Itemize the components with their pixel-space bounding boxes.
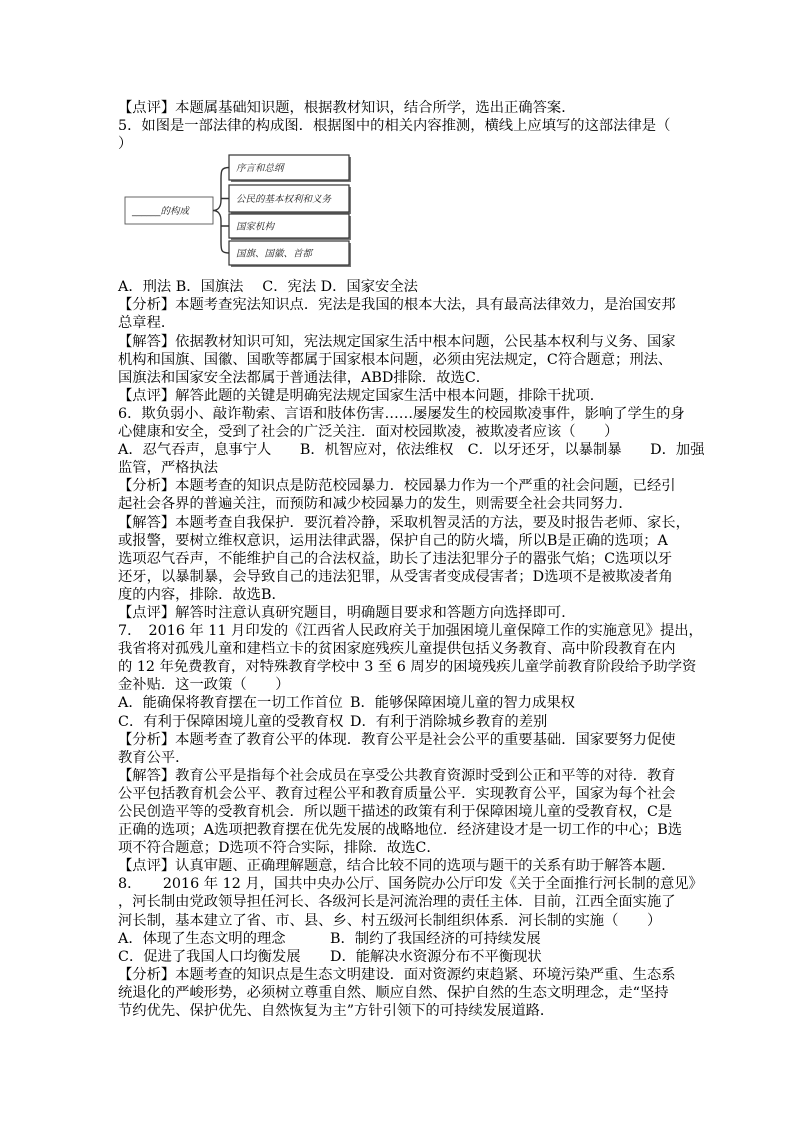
branch-label: 序言和总纲: [236, 163, 284, 175]
branch-box-organs: [229, 214, 351, 240]
q8-options-row: [118, 948, 738, 966]
law-structure-diagram: [118, 153, 378, 278]
q5-analysis-line: 【分析】本题考查宪法知识点．宪法是我国的根本大法，具有最高法律效力，是治国安邦: [118, 297, 676, 314]
q5-solution-line: 【解答】依据教材知识可知，宪法规定国家生活中根本问题，公民基本权利与义务、国家: [118, 333, 676, 350]
q6-solution-line: 选项忍气吞声，不能维护自己的合法权益，助长了违法犯罪分子的嚣张气焰；C选项以牙: [118, 550, 673, 567]
q8-options-row: [118, 930, 738, 948]
q5-stem-line: 5．如图是一部法律的构成图．根据图中的相关内容推测，横线上应填写的这部法律是（: [118, 118, 671, 135]
q6-solution-line: 度的内容，排除．故选B．: [118, 586, 286, 603]
q7-option-a: A．能确保将教育摆在一切工作首位: [118, 695, 343, 712]
q7-solution-line: 项不符合题意；D选项不符合实际，排除．故选C．: [118, 840, 441, 857]
branch-label: 公民的基本权利和义务: [236, 194, 332, 206]
q6-solution-line: 【解答】本题考查自我保护．要沉着冷静，采取机智灵活的方法，要及时报告老师、家长，: [118, 514, 690, 531]
q8-stem-line: ，河长制由党政领导担任河长、各级河长是河流治理的责任主体．目前，江西全面实施了: [118, 894, 676, 911]
q5-solution-line: 国旗法和国家安全法都属于普通法律，ABD排除．故选C．: [118, 369, 491, 386]
q5-analysis-line: 总章程．: [118, 315, 176, 332]
q6-review: 【点评】解答时注意认真研究题目，明确题目要求和答题方向选择即可．: [118, 604, 576, 621]
q7-solution-line: 公民创造平等的受教育机会．所以题干描述的政策有利于保障困境儿童的受教育权，C是: [118, 804, 673, 820]
q7-review: 【点评】认真审题、正确理解题意，结合比较不同的选项与题干的关系有助于解答本题．: [118, 858, 676, 875]
q5-review: 【点评】解答此题的关键是明确宪法规定国家生活中根本问题，排除干扰项．: [118, 387, 605, 404]
q8-option-a: A．体现了生态文明的理念: [118, 930, 286, 947]
q5-stem-line: ）: [118, 136, 133, 153]
q7-option-d: D．有利于消除城乡教育的差别: [350, 713, 548, 730]
branch-box-rights: [229, 185, 351, 214]
branch-box-preamble: [229, 155, 351, 182]
q6-options-line: 监管，严格执法: [118, 460, 219, 477]
q7-option-c: C．有利于保障困境儿童的受教育权: [118, 713, 344, 730]
q6-options-line: A．忍气吞声，息事宁人 B．机智应对，依法维权 C．以牙还牙，以暴制暴 D．加强: [118, 442, 705, 459]
q6-stem-line: 6．欺负弱小、敲诈勒索、言语和肢体伤害……屡屡发生的校园欺凌事件，影响了学生的身: [118, 405, 685, 422]
q7-stem-line: 金补贴．这一政策（ ）: [118, 677, 290, 694]
q5-options: A．刑法 B．国旗法 C．宪法 D．国家安全法: [118, 279, 418, 296]
branch-label: 国家机构: [236, 221, 275, 233]
q7-solution-line: 【解答】教育公平是指每个社会成员在享受公共教育资源时受到公正和平等的对待．教育: [118, 767, 676, 784]
q8-analysis-line: 节约优先、保护优先、自然恢复为主”方针引领下的可持续发展道路．: [118, 1003, 555, 1020]
branch-connector: [221, 199, 229, 227]
branch-label: 国旗、国徽、首都: [236, 248, 313, 260]
q7-option-b: B．能够保障困境儿童的智力成果权: [350, 695, 575, 712]
q6-analysis-line: 【分析】本题考查的知识点是防范校园暴力．校园暴力作为一个严重的社会问题，已经引: [118, 478, 676, 495]
q4-review: 【点评】本题属基础知识题，根据教材知识，结合所学，选出正确答案．: [118, 100, 576, 116]
q8-analysis-line: 【分析】本题考查的知识点是生态文明建设．面对资源约束趋紧、环境污染严重、生态系: [118, 966, 676, 983]
q8-option-d: D．能解决水资源分布不平衡现状: [330, 948, 542, 965]
q7-solution-line: 正确的选项；A选项把教育摆在优先发展的战略地位．经济建设才是一切工作的中心；B选: [118, 822, 683, 839]
q8-stem-line: 河长制，基本建立了省、市、县、乡、村五级河长制组织体系．河长制的实施（ ）: [118, 912, 662, 929]
q7-options-row: [118, 694, 738, 712]
q7-options-row: [118, 713, 738, 731]
q6-solution-line: 或报警，要树立维权意识，运用法律武器，保护自己的防火墙，所以B是正确的选项；A: [118, 532, 668, 549]
q7-analysis-line: 教育公平．: [118, 749, 190, 766]
q6-stem-line: 心健康和安全，受到了社会的广泛关注．面对校园欺凌，被欺凌者应该（ ）: [118, 424, 619, 441]
q8-option-b: B．制约了我国经济的可持续发展: [330, 930, 541, 947]
q7-solution-line: 公平包括教育机会公平、教育过程公平和教育质量公平．实现教育公平，国家为每个社会: [118, 785, 676, 802]
q7-stem-line: 我省将对孤残儿童和建档立卡的贫困家庭残疾儿童提供包括义务教育、高中阶段教育在内: [118, 641, 676, 658]
branch-box-symbols: [229, 241, 351, 267]
q8-analysis-line: 统退化的严峻形势，必须树立尊重自然、顺应自然、保护自然的生态文明理念，走“坚持: [118, 984, 669, 1001]
q6-solution-line: 还牙，以暴制暴，会导致自己的违法犯罪，从受害者变成侵害者；D选项不是被欺凌者角: [118, 568, 673, 585]
q7-analysis-line: 【分析】本题考查了教育公平的体现．教育公平是社会公平的重要基础．国家要努力促使: [118, 731, 676, 748]
q5-solution-line: 机构和国旗、国徽、国歌等都属于国家根本问题，必须由宪法规定，C符合题意；刑法、: [118, 351, 673, 368]
q7-stem-line: 7． 2016 年 11 月印发的《江西省人民政府关于加强困境儿童保障工作的实施意见》提出，: [118, 623, 703, 640]
document-body: [118, 99, 738, 1020]
q6-analysis-line: 起社会各界的普遍关注，而预防和减少校园暴力的发生，则需要全社会共同努力．: [118, 496, 633, 513]
brace-connector: [213, 168, 229, 254]
q8-stem-line: 8． 2016 年 12 月，国共中央办公厅、国务院办公厅印发《关于全面推行河长制的意见》: [118, 876, 703, 893]
q8-option-c: C．促进了我国人口均衡发展: [118, 948, 301, 965]
root-label: ______的构成: [132, 206, 190, 218]
q7-stem-line: 的 12 年免费教育，对特殊教育学校中 3 至 6 周岁的困境残疾儿童学前教育阶段给予助学资: [118, 659, 697, 676]
